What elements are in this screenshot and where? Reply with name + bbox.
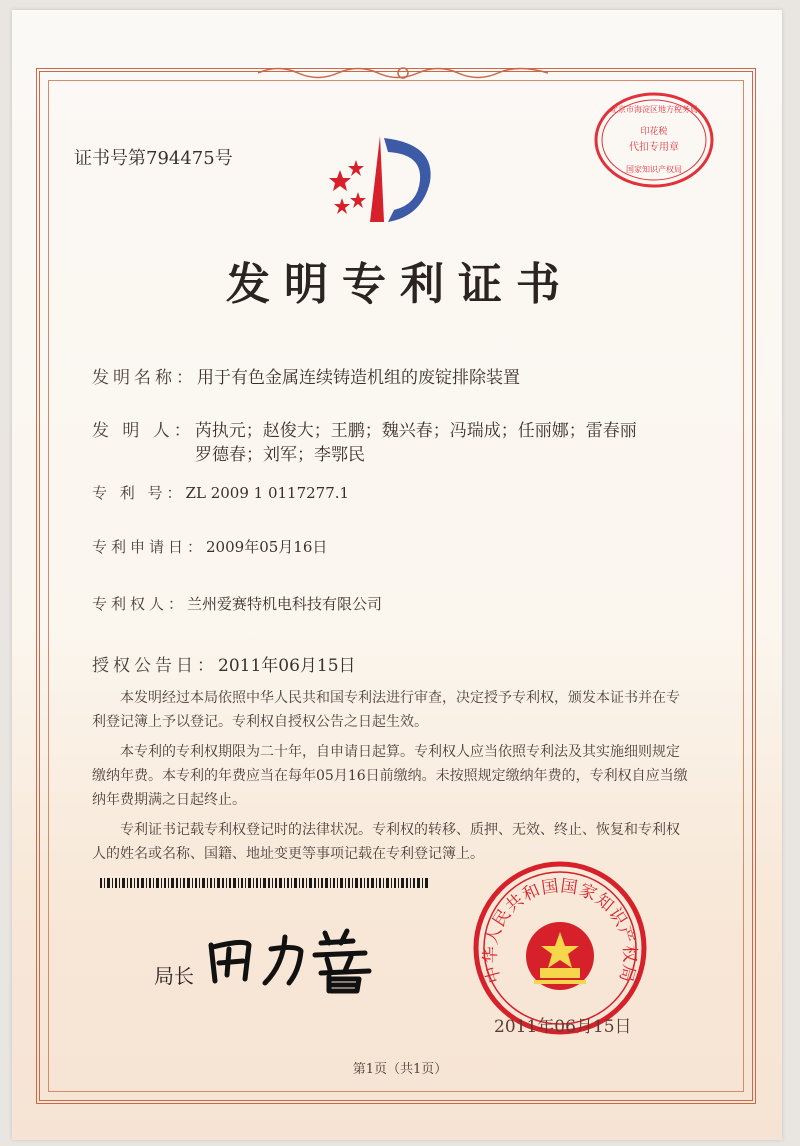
patent-number-label: 专 利 号： [92, 484, 186, 502]
body-paragraph-1: 本发明经过本局依照中华人民共和国专利法进行审查，决定授予专利权，颁发本证书并在专利登记簿上予以登记。专利权自授权公告之日起生效。 [92, 690, 680, 730]
certificate-number: 证书号第794475号 [74, 148, 233, 169]
border-ornament [258, 64, 548, 82]
filing-date-row [92, 536, 327, 557]
director-signature [205, 925, 385, 995]
inventors-line-2: 罗德春；刘军；李鄂民 [195, 445, 365, 465]
patentee-value: 兰州爱赛特机电科技有限公司 [187, 595, 383, 613]
svg-text:中华人民共和国国家知识产权局: 中华人民共和国国家知识产权局 [480, 876, 640, 986]
patent-number-row [92, 482, 349, 503]
patent-number-value: ZL 2009 1 0117277.1 [185, 484, 350, 502]
director-title: 局长 [154, 964, 194, 988]
body-paragraph-2: 本专利的专利权期限为二十年，自申请日起算。专利权人应当依照专利法及其实施细则规定缴纳年费。本专利的年费应当在每年05月16日前缴纳。未按照规定缴纳年费的，专利权自应当缴纳年费期满之日起终止。 [92, 744, 688, 808]
invention-name-row [92, 363, 520, 388]
invention-name-label: 发明名称： [92, 368, 197, 388]
svg-text:代扣专用章: 代扣专用章 [629, 142, 679, 153]
body-paragraph-3: 专利证书记载专利权登记时的法律状况。专利权的转移、质押、无效、终止、恢复和专利权人的姓名或名称、国籍、地址变更等事项记载在专利登记簿上。 [92, 822, 680, 862]
svg-text:国家知识产权局: 国家知识产权局 [626, 165, 682, 174]
filing-date-value: 2009年05月16日 [206, 538, 328, 556]
inventors-label: 发 明 人： [92, 421, 195, 441]
patentee-row [92, 593, 382, 614]
certificate-title: 发明专利证书 [226, 259, 574, 310]
grant-date-row [92, 651, 356, 676]
certificate-body [92, 686, 692, 872]
svg-text:北京市海淀区地方税务局: 北京市海淀区地方税务局 [610, 105, 698, 114]
grant-date-value: 2011年06月15日 [218, 656, 356, 676]
filing-date-label: 专利申请日： [92, 538, 207, 556]
patent-office-emblem [318, 130, 448, 230]
svg-text:印花税: 印花税 [640, 127, 668, 137]
inventors-row-2 [195, 440, 365, 465]
page-number: 第1页（共1页） [352, 1062, 448, 1077]
national-ip-office-seal [472, 860, 648, 1036]
inventors-line-1: 芮执元；赵俊大；王鹏；魏兴春；冯瑞成；任丽娜；雷春丽 [194, 421, 637, 441]
barcode [100, 878, 430, 888]
patentee-label: 专利权人： [92, 595, 188, 613]
inventors-row [92, 416, 637, 441]
invention-name-value: 用于有色金属连续铸造机组的废锭排除装置 [197, 368, 520, 388]
grant-date-label: 授权公告日： [92, 656, 218, 676]
seal-date: 2011年06月15日 [494, 1017, 632, 1037]
tax-stamp-seal [592, 90, 716, 190]
